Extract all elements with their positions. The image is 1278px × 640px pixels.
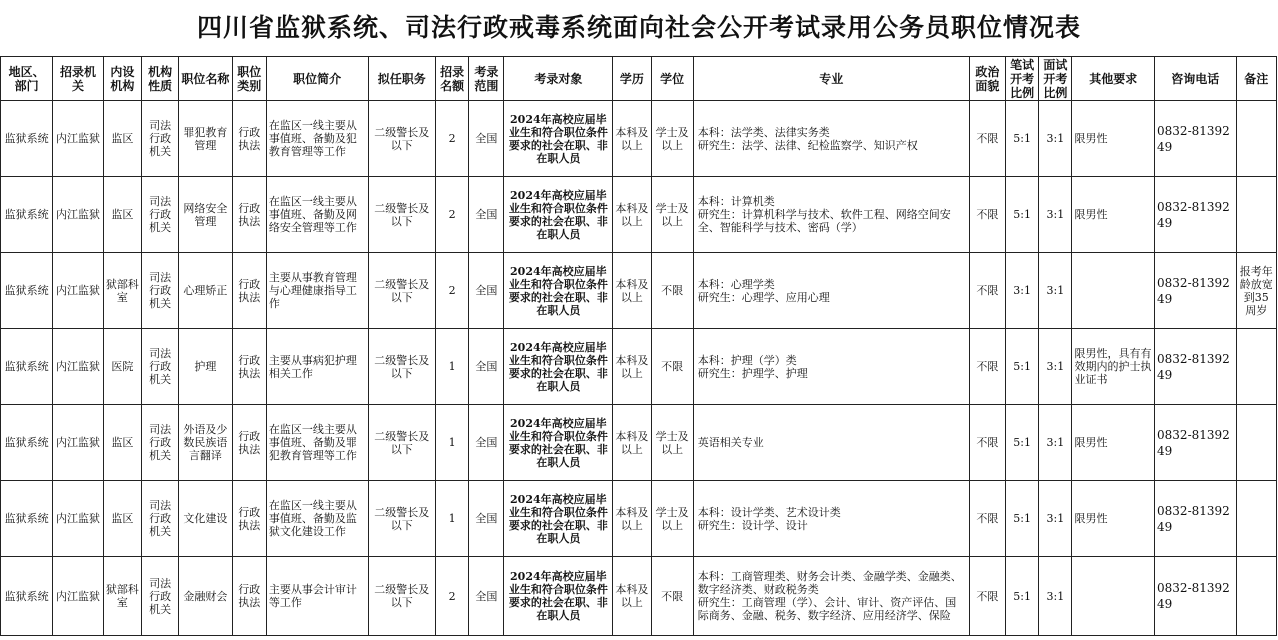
cell-major[interactable] — [693, 177, 969, 253]
cell-region[interactable]: 监狱系统 — [1, 329, 53, 405]
cell-target[interactable]: 2024年高校应届毕业生和符合职位条件要求的社会在职、非在职人员 — [504, 481, 613, 557]
cell-written-ratio[interactable]: 5:1 — [1005, 329, 1038, 405]
cell-major[interactable] — [693, 481, 969, 557]
header-cell[interactable]: 面试开考比例 — [1039, 57, 1072, 101]
cell-education[interactable]: 本科及以上 — [613, 101, 651, 177]
cell-note[interactable] — [1236, 405, 1276, 481]
table-row — [1, 101, 1277, 177]
cell-politics[interactable]: 不限 — [969, 405, 1005, 481]
cell-target[interactable]: 2024年高校应届毕业生和符合职位条件要求的社会在职、非在职人员 — [504, 101, 613, 177]
cell-agency[interactable]: 内江监狱 — [53, 329, 103, 405]
cell-duty[interactable]: 二级警长及以下 — [368, 481, 435, 557]
cell-degree[interactable]: 学士及以上 — [651, 101, 693, 177]
cell-major[interactable] — [693, 329, 969, 405]
major-line: 本科：法学类、法律实务类 — [697, 125, 830, 139]
cell-agency[interactable]: 内江监狱 — [53, 557, 103, 636]
cell-note[interactable] — [1236, 557, 1276, 636]
cell-target[interactable]: 2024年高校应届毕业生和符合职位条件要求的社会在职、非在职人员 — [504, 177, 613, 253]
cell-target[interactable]: 2024年高校应届毕业生和符合职位条件要求的社会在职、非在职人员 — [504, 329, 613, 405]
table-body — [1, 101, 1277, 636]
major-line: 本科：护理（学）类 — [697, 353, 797, 367]
cell-unit[interactable]: 狱部科室 — [103, 253, 141, 329]
cell-politics[interactable]: 不限 — [969, 557, 1005, 636]
cell-other-requirements[interactable]: 限男性，具有有效期内的护士执业证书 — [1072, 329, 1155, 405]
cell-unit[interactable]: 监区 — [103, 481, 141, 557]
cell-scope[interactable]: 全国 — [469, 405, 504, 481]
table-row — [1, 405, 1277, 481]
cell-agency[interactable]: 内江监狱 — [53, 101, 103, 177]
cell-interview-ratio[interactable]: 3:1 — [1039, 481, 1072, 557]
cell-unit[interactable]: 医院 — [103, 329, 141, 405]
cell-nature[interactable]: 司法行政机关 — [141, 101, 178, 177]
header-cell[interactable]: 备注 — [1236, 57, 1276, 101]
cell-intro[interactable]: 在监区一线主要从事值班、备勤及罪犯教育管理等工作 — [266, 405, 368, 481]
cell-region[interactable]: 监狱系统 — [1, 101, 53, 177]
cell-count[interactable]: 1 — [436, 329, 469, 405]
cell-target[interactable]: 2024年高校应届毕业生和符合职位条件要求的社会在职、非在职人员 — [504, 253, 613, 329]
cell-written-ratio[interactable]: 3:1 — [1005, 253, 1038, 329]
cell-degree[interactable]: 不限 — [651, 329, 693, 405]
cell-note[interactable] — [1236, 177, 1276, 253]
header-cell[interactable]: 招录名额 — [436, 57, 469, 101]
cell-region[interactable]: 监狱系统 — [1, 177, 53, 253]
cell-major[interactable] — [693, 253, 969, 329]
cell-politics[interactable]: 不限 — [969, 329, 1005, 405]
cell-written-ratio[interactable]: 5:1 — [1005, 101, 1038, 177]
cell-education[interactable]: 本科及以上 — [613, 557, 651, 636]
cell-position[interactable]: 外语及少数民族语言翻译 — [179, 405, 232, 481]
cell-written-ratio[interactable]: 5:1 — [1005, 557, 1038, 636]
cell-other-requirements[interactable] — [1072, 253, 1155, 329]
major-line: 本科：工商管理类、财务会计类、金融学类、金融类、数字经济类、财政税务类 — [697, 570, 962, 596]
cell-interview-ratio[interactable]: 3:1 — [1039, 557, 1072, 636]
cell-region[interactable]: 监狱系统 — [1, 253, 53, 329]
cell-education[interactable]: 本科及以上 — [613, 481, 651, 557]
cell-interview-ratio[interactable]: 3:1 — [1039, 405, 1072, 481]
major-line: 研究生：计算机科学与技术、软件工程、网络空间安全、智能科学与技术、密码（学） — [697, 208, 951, 234]
cell-intro[interactable]: 主要从事病犯护理相关工作 — [266, 329, 368, 405]
header-cell[interactable]: 专业 — [693, 57, 969, 101]
cell-nature[interactable]: 司法行政机关 — [141, 253, 178, 329]
cell-count[interactable]: 2 — [436, 557, 469, 636]
cell-agency[interactable]: 内江监狱 — [53, 481, 103, 557]
cell-education[interactable]: 本科及以上 — [613, 405, 651, 481]
major-line: 研究生：护理学、护理 — [697, 366, 808, 380]
cell-phone[interactable]: 0832-8139249 — [1155, 557, 1237, 636]
header-cell[interactable]: 政治面貌 — [969, 57, 1005, 101]
cell-duty[interactable]: 二级警长及以下 — [368, 101, 435, 177]
header-cell[interactable]: 考录对象 — [504, 57, 613, 101]
major-line: 研究生：设计学、设计 — [697, 518, 808, 532]
cell-interview-ratio[interactable]: 3:1 — [1039, 329, 1072, 405]
header-cell[interactable]: 咨询电话 — [1155, 57, 1237, 101]
cell-note[interactable] — [1236, 481, 1276, 557]
header-cell[interactable]: 职位简介 — [266, 57, 368, 101]
cell-count[interactable]: 1 — [436, 405, 469, 481]
cell-other-requirements[interactable] — [1072, 557, 1155, 636]
major-line: 研究生：工商管理（学）、会计、审计、资产评估、国际商务、金融、税务、数字经济、应用经济学、保险 — [697, 596, 957, 622]
cell-count[interactable]: 2 — [436, 177, 469, 253]
cell-phone[interactable]: 0832-8139249 — [1155, 101, 1237, 177]
table-row — [1, 253, 1277, 329]
cell-phone[interactable]: 0832-8139249 — [1155, 253, 1237, 329]
cell-politics[interactable]: 不限 — [969, 101, 1005, 177]
cell-category[interactable]: 行政执法 — [232, 481, 266, 557]
cell-nature[interactable]: 司法行政机关 — [141, 405, 178, 481]
cell-category[interactable]: 行政执法 — [232, 329, 266, 405]
cell-duty[interactable]: 二级警长及以下 — [368, 557, 435, 636]
cell-category[interactable]: 行政执法 — [232, 405, 266, 481]
cell-education[interactable]: 本科及以上 — [613, 253, 651, 329]
cell-major[interactable] — [693, 405, 969, 481]
cell-position[interactable]: 心理矫正 — [179, 253, 232, 329]
header-cell[interactable]: 学历 — [613, 57, 651, 101]
cell-interview-ratio[interactable]: 3:1 — [1039, 253, 1072, 329]
header-cell[interactable]: 地区、部门 — [1, 57, 53, 101]
cell-count[interactable]: 2 — [436, 101, 469, 177]
cell-politics[interactable]: 不限 — [969, 253, 1005, 329]
cell-written-ratio[interactable]: 5:1 — [1005, 177, 1038, 253]
cell-agency[interactable]: 内江监狱 — [53, 405, 103, 481]
cell-other-requirements[interactable]: 限男性 — [1072, 405, 1155, 481]
major-line: 本科：心理学类 — [697, 277, 775, 291]
header-row — [1, 57, 1277, 101]
cell-intro[interactable]: 在监区一线主要从事值班、备勤及监狱文化建设工作 — [266, 481, 368, 557]
cell-category[interactable]: 行政执法 — [232, 101, 266, 177]
cell-degree[interactable]: 学士及以上 — [651, 177, 693, 253]
header-cell[interactable]: 职位名称 — [179, 57, 232, 101]
table-row — [1, 177, 1277, 253]
cell-nature[interactable]: 司法行政机关 — [141, 481, 178, 557]
cell-intro[interactable]: 在监区一线主要从事值班、备勤及网络安全管理等工作 — [266, 177, 368, 253]
cell-category[interactable]: 行政执法 — [232, 557, 266, 636]
major-line: 研究生：心理学、应用心理 — [697, 290, 830, 304]
cell-duty[interactable]: 二级警长及以下 — [368, 329, 435, 405]
cell-degree[interactable]: 不限 — [651, 253, 693, 329]
cell-written-ratio[interactable]: 5:1 — [1005, 481, 1038, 557]
cell-written-ratio[interactable]: 5:1 — [1005, 405, 1038, 481]
cell-agency[interactable]: 内江监狱 — [53, 177, 103, 253]
cell-target[interactable]: 2024年高校应届毕业生和符合职位条件要求的社会在职、非在职人员 — [504, 557, 613, 636]
cell-major[interactable] — [693, 101, 969, 177]
cell-intro[interactable]: 主要从事教育管理与心理健康指导工作 — [266, 253, 368, 329]
cell-other-requirements[interactable]: 限男性 — [1072, 177, 1155, 253]
cell-education[interactable]: 本科及以上 — [613, 329, 651, 405]
cell-duty[interactable]: 二级警长及以下 — [368, 177, 435, 253]
major-line: 本科：设计学类、艺术设计类 — [697, 505, 841, 519]
cell-region[interactable]: 监狱系统 — [1, 481, 53, 557]
cell-other-requirements[interactable]: 限男性 — [1072, 101, 1155, 177]
cell-region[interactable]: 监狱系统 — [1, 557, 53, 636]
header-cell[interactable]: 学位 — [651, 57, 693, 101]
major-line: 本科：计算机类 — [697, 195, 775, 208]
cell-position[interactable]: 文化建设 — [179, 481, 232, 557]
cell-position[interactable]: 罪犯教育管理 — [179, 101, 232, 177]
cell-position[interactable]: 网络安全管理 — [179, 177, 232, 253]
header-cell[interactable]: 招录机关 — [53, 57, 103, 101]
cell-phone[interactable]: 0832-8139249 — [1155, 177, 1237, 253]
cell-note[interactable]: 报考年龄放宽到35周岁 — [1236, 253, 1276, 329]
cell-intro[interactable]: 主要从事会计审计等工作 — [266, 557, 368, 636]
header-cell[interactable]: 其他要求 — [1072, 57, 1155, 101]
cell-politics[interactable]: 不限 — [969, 177, 1005, 253]
cell-scope[interactable]: 全国 — [469, 101, 504, 177]
header-cell[interactable]: 职位类别 — [232, 57, 266, 101]
cell-phone[interactable]: 0832-8139249 — [1155, 329, 1237, 405]
table-row — [1, 481, 1277, 557]
cell-degree[interactable]: 学士及以上 — [651, 405, 693, 481]
cell-nature[interactable]: 司法行政机关 — [141, 177, 178, 253]
positions-table — [0, 56, 1277, 636]
cell-scope[interactable]: 全国 — [469, 253, 504, 329]
cell-intro[interactable]: 在监区一线主要从事值班、备勤及犯教育管理等工作 — [266, 101, 368, 177]
cell-major[interactable] — [693, 557, 969, 636]
cell-scope[interactable]: 全国 — [469, 329, 504, 405]
cell-scope[interactable]: 全国 — [469, 557, 504, 636]
cell-category[interactable]: 行政执法 — [232, 177, 266, 253]
cell-degree[interactable]: 不限 — [651, 557, 693, 636]
major-line: 英语相关专业 — [697, 436, 764, 449]
cell-unit[interactable]: 狱部科室 — [103, 557, 141, 636]
cell-region[interactable]: 监狱系统 — [1, 405, 53, 481]
cell-duty[interactable]: 二级警长及以下 — [368, 253, 435, 329]
page-title: 四川省监狱系统、司法行政戒毒系统面向社会公开考试录用公务员职位情况表 — [196, 13, 1081, 42]
cell-politics[interactable]: 不限 — [969, 481, 1005, 557]
cell-scope[interactable]: 全国 — [469, 481, 504, 557]
table-row — [1, 557, 1277, 636]
cell-degree[interactable]: 学士及以上 — [651, 481, 693, 557]
cell-other-requirements[interactable]: 限男性 — [1072, 481, 1155, 557]
header-cell[interactable]: 拟任职务 — [368, 57, 435, 101]
cell-scope[interactable]: 全国 — [469, 177, 504, 253]
header-cell[interactable]: 考录范围 — [469, 57, 504, 101]
cell-education[interactable]: 本科及以上 — [613, 177, 651, 253]
cell-interview-ratio[interactable]: 3:1 — [1039, 101, 1072, 177]
header-cell[interactable]: 机构性质 — [141, 57, 178, 101]
major-line: 研究生：法学、法律、纪检监察学、知识产权 — [697, 138, 918, 152]
cell-position[interactable]: 金融财会 — [179, 557, 232, 636]
cell-count[interactable]: 2 — [436, 253, 469, 329]
cell-note[interactable] — [1236, 329, 1276, 405]
cell-phone[interactable]: 0832-8139249 — [1155, 481, 1237, 557]
cell-count[interactable]: 1 — [436, 481, 469, 557]
cell-duty[interactable]: 二级警长及以下 — [368, 405, 435, 481]
cell-phone[interactable]: 0832-8139249 — [1155, 405, 1237, 481]
cell-unit[interactable]: 监区 — [103, 405, 141, 481]
cell-unit[interactable]: 监区 — [103, 177, 141, 253]
table-row — [1, 329, 1277, 405]
cell-interview-ratio[interactable]: 3:1 — [1039, 177, 1072, 253]
cell-category[interactable]: 行政执法 — [232, 253, 266, 329]
cell-unit[interactable]: 监区 — [103, 101, 141, 177]
cell-target[interactable]: 2024年高校应届毕业生和符合职位条件要求的社会在职、非在职人员 — [504, 405, 613, 481]
cell-position[interactable]: 护理 — [179, 329, 232, 405]
cell-nature[interactable]: 司法行政机关 — [141, 557, 178, 636]
header-cell[interactable]: 笔试开考比例 — [1005, 57, 1038, 101]
header-cell[interactable]: 内设机构 — [103, 57, 141, 101]
cell-nature[interactable]: 司法行政机关 — [141, 329, 178, 405]
cell-agency[interactable]: 内江监狱 — [53, 253, 103, 329]
cell-note[interactable] — [1236, 101, 1276, 177]
